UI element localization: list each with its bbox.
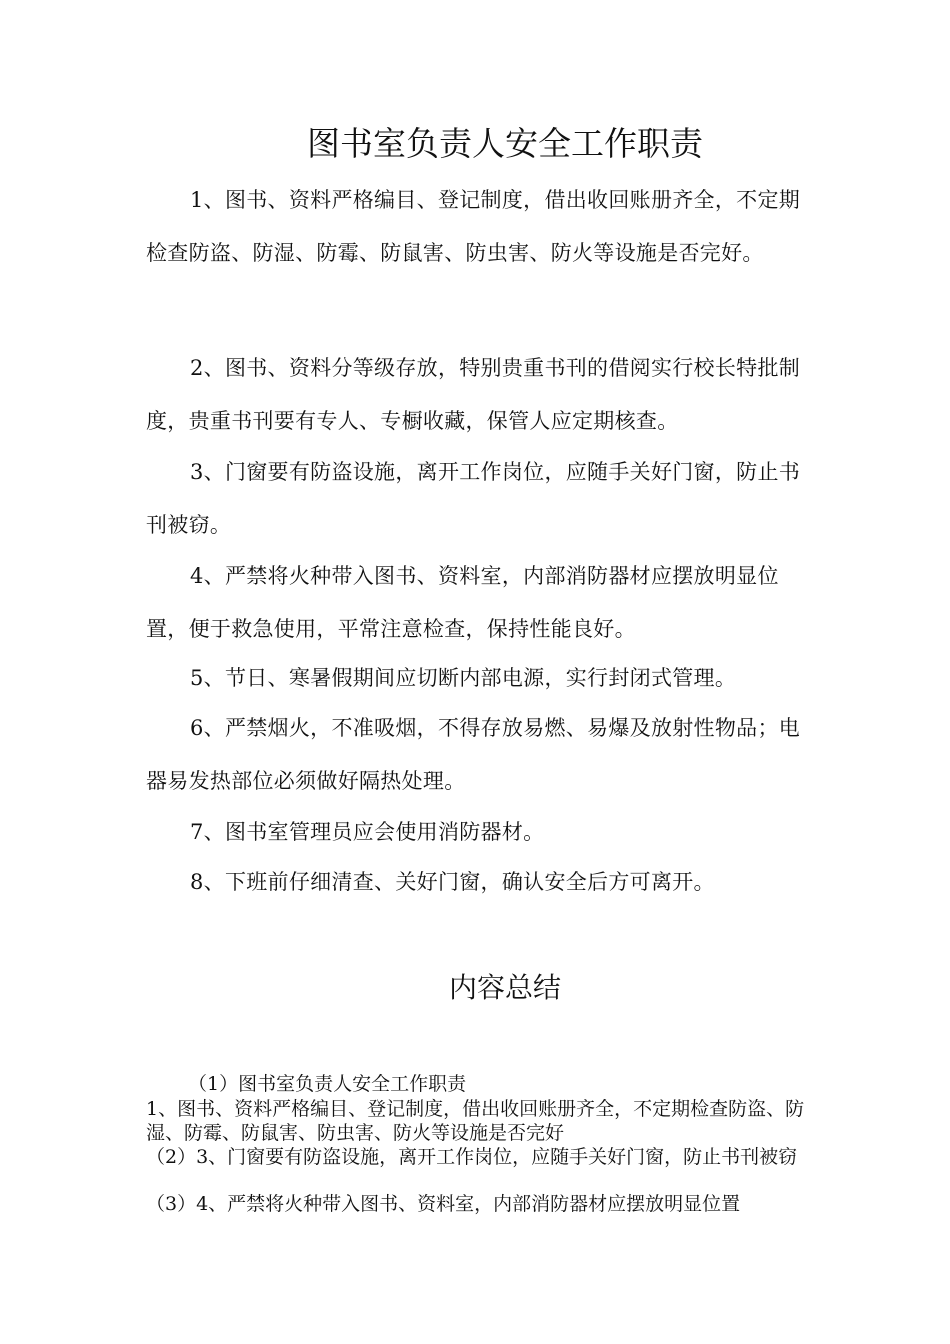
paragraph-5: 5、节日、寒暑假期间应切断内部电源，实行封闭式管理。	[190, 666, 737, 690]
summary-line-4: （3）4、严禁将火种带入图书、资料室，内部消防器材应摆放明显位置	[146, 1193, 741, 1215]
summary-line-3: （2）3、门窗要有防盗设施，离开工作岗位，应随手关好门窗，防止书刊被窃	[146, 1146, 798, 1168]
paragraph-3: 3、门窗要有防盗设施，离开工作岗位，应随手关好门窗，防止书刊被窃。	[146, 460, 801, 537]
paragraph-7: 7、图书室管理员应会使用消防器材。	[190, 820, 545, 844]
paragraph-4: 4、严禁将火种带入图书、资料室，内部消防器材应摆放明显位置，便于救急使用，平常注意检查，保持性能良好。	[146, 564, 779, 641]
summary-title: 内容总结	[448, 971, 561, 1004]
document-title: 图书室负责人安全工作职责	[307, 124, 703, 163]
summary-line-1: （1）图书室负责人安全工作职责	[188, 1073, 467, 1095]
paragraph-8: 8、下班前仔细清查、关好门窗，确认安全后方可离开。	[190, 870, 715, 894]
paragraph-2: 2、图书、资料分等级存放，特别贵重书刊的借阅实行校长特批制度，贵重书刊要有专人、专橱收藏，保管人应定期核查。	[146, 356, 801, 433]
summary-line-2: 1、图书、资料严格编目、登记制度，借出收回账册齐全，不定期检查防盗、防湿、防霉、防鼠害、防虫害、防火等设施是否完好	[146, 1098, 805, 1144]
paragraph-6: 6、严禁烟火，不准吸烟，不得存放易燃、易爆及放射性物品；电器易发热部位必须做好隔热处理。	[146, 716, 801, 793]
paragraph-1: 1、图书、资料严格编目、登记制度，借出收回账册齐全，不定期检查防盗、防湿、防霉、防鼠害、防虫害、防火等设施是否完好。	[146, 188, 801, 265]
